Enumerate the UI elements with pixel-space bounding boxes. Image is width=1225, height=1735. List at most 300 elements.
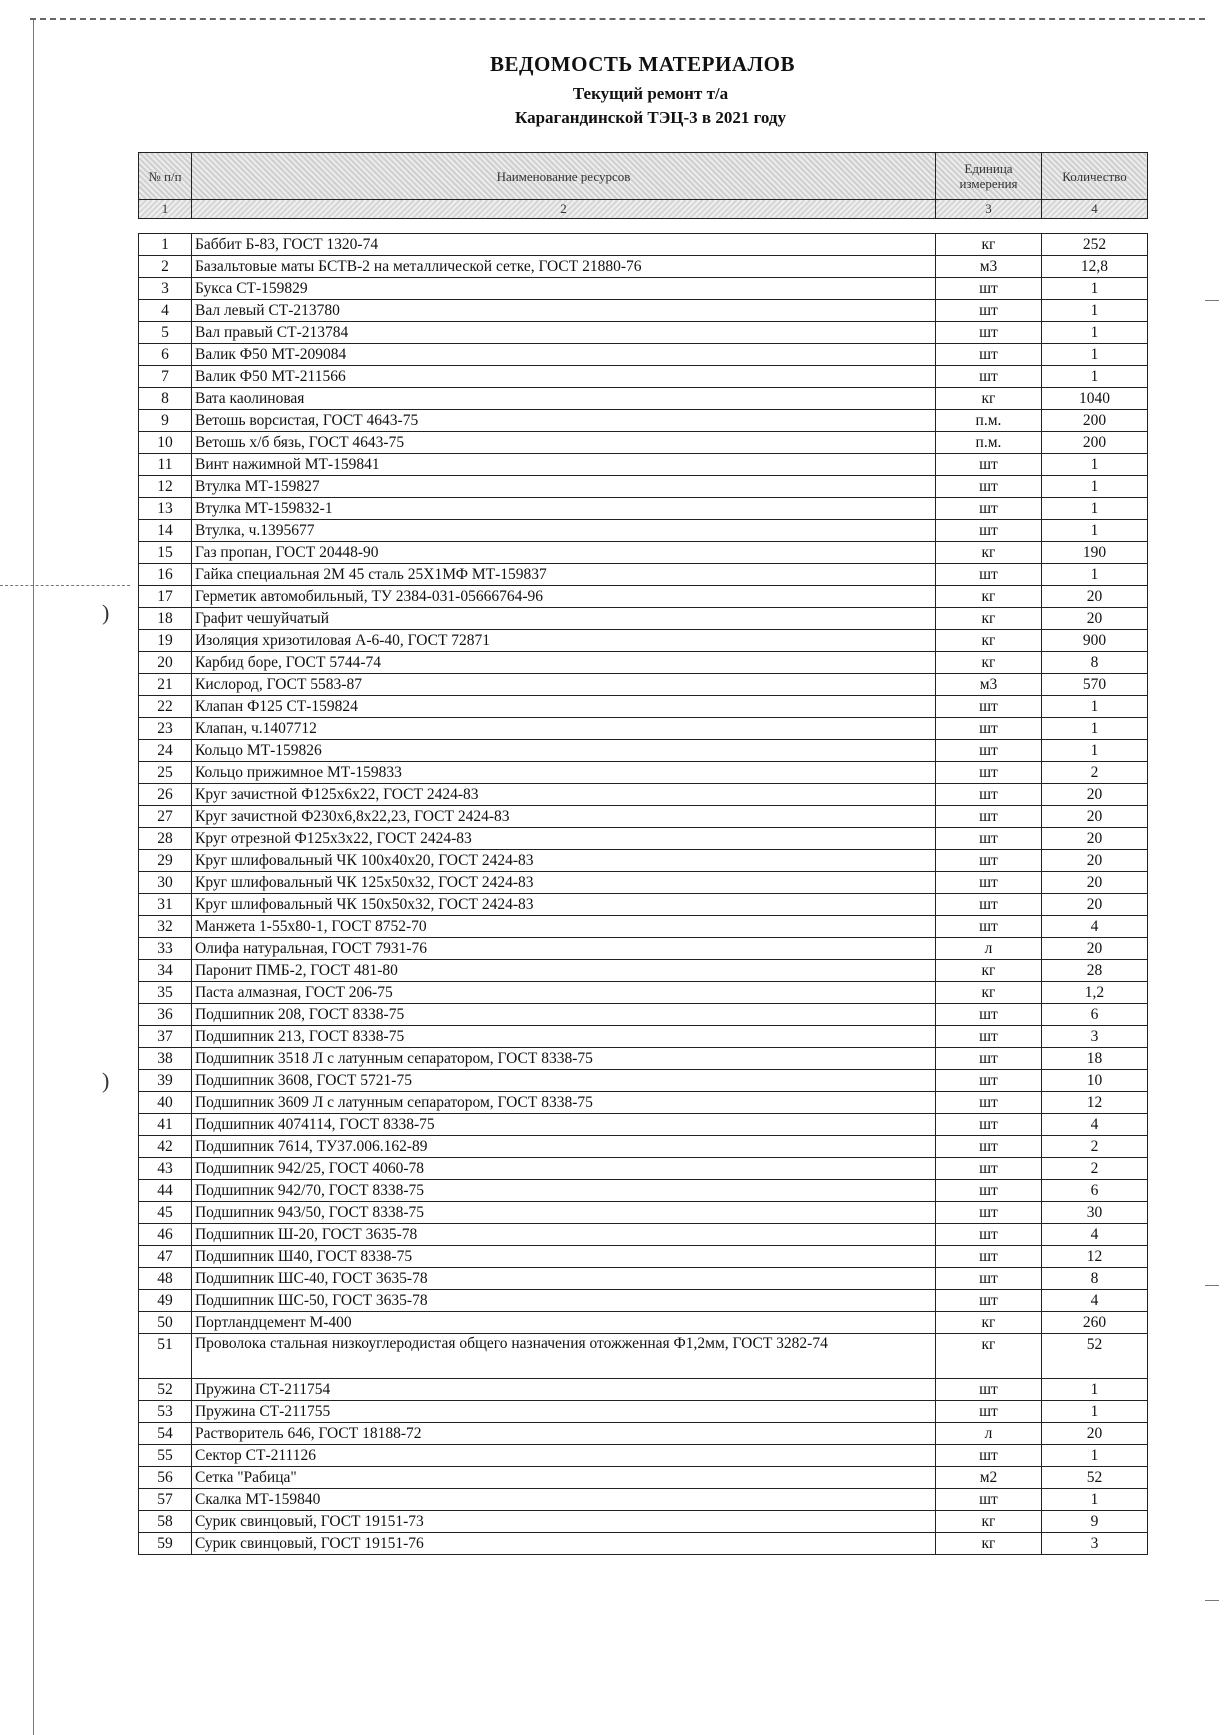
scan-edge-mark	[1205, 300, 1219, 301]
row-number: 53	[139, 1401, 192, 1423]
punch-hole-mark: )	[102, 1068, 110, 1093]
row-unit: шт	[935, 366, 1041, 388]
table-row	[139, 1202, 1148, 1224]
table-row	[139, 388, 1148, 410]
row-unit: шт	[935, 1224, 1041, 1246]
table-row	[139, 872, 1148, 894]
row-number: 32	[139, 916, 192, 938]
row-unit: шт	[935, 916, 1041, 938]
table-row	[139, 476, 1148, 498]
row-unit: кг	[935, 960, 1041, 982]
table-row	[139, 454, 1148, 476]
row-number: 41	[139, 1114, 192, 1136]
row-unit: кг	[935, 652, 1041, 674]
row-unit: шт	[935, 1180, 1041, 1202]
row-number: 51	[139, 1334, 192, 1379]
table-row	[139, 674, 1148, 696]
header-unit: Единица измерения	[935, 153, 1041, 200]
row-name: Вал правый СТ-213784	[191, 322, 935, 344]
row-unit: шт	[935, 1401, 1041, 1423]
row-quantity: 52	[1041, 1334, 1147, 1379]
row-name: Валик Ф50 МТ-209084	[191, 344, 935, 366]
row-name: Винт нажимной МТ-159841	[191, 454, 935, 476]
row-number: 15	[139, 542, 192, 564]
row-quantity: 1040	[1041, 388, 1147, 410]
table-row	[139, 432, 1148, 454]
row-number: 46	[139, 1224, 192, 1246]
materials-table	[138, 152, 1148, 1555]
table-row	[139, 234, 1148, 256]
table-row	[139, 542, 1148, 564]
row-number: 23	[139, 718, 192, 740]
row-quantity: 1	[1041, 1445, 1147, 1467]
row-quantity: 1	[1041, 300, 1147, 322]
row-number: 22	[139, 696, 192, 718]
row-number: 47	[139, 1246, 192, 1268]
table-row	[139, 344, 1148, 366]
table-row	[139, 1334, 1148, 1379]
row-number: 27	[139, 806, 192, 828]
row-unit: шт	[935, 872, 1041, 894]
row-name: Изоляция хризотиловая А-6-40, ГОСТ 72871	[191, 630, 935, 652]
row-number: 13	[139, 498, 192, 520]
table-row	[139, 1533, 1148, 1555]
document-subtitle-line1: Текущий ремонт т/а	[572, 84, 729, 103]
row-name: Ветошь ворсистая, ГОСТ 4643-75	[191, 410, 935, 432]
row-name: Букса СТ-159829	[191, 278, 935, 300]
table-row	[139, 960, 1148, 982]
row-number: 52	[139, 1379, 192, 1401]
table-row	[139, 256, 1148, 278]
table-row	[139, 586, 1148, 608]
row-quantity: 52	[1041, 1467, 1147, 1489]
row-unit: шт	[935, 1268, 1041, 1290]
scan-fold-mark	[0, 585, 130, 586]
row-unit: шт	[935, 476, 1041, 498]
row-unit: кг	[935, 1312, 1041, 1334]
row-unit: шт	[935, 1114, 1041, 1136]
row-name: Подшипник Ш40, ГОСТ 8338-75	[191, 1246, 935, 1268]
row-name: Манжета 1-55х80-1, ГОСТ 8752-70	[191, 916, 935, 938]
table-row	[139, 1136, 1148, 1158]
row-unit: шт	[935, 564, 1041, 586]
row-quantity: 30	[1041, 1202, 1147, 1224]
row-name: Подшипник 3518 Л с латунным сепаратором, ГОСТ 8338-75	[191, 1048, 935, 1070]
row-quantity: 190	[1041, 542, 1147, 564]
table-row	[139, 850, 1148, 872]
row-name: Вал левый СТ-213780	[191, 300, 935, 322]
row-name: Подшипник 942/70, ГОСТ 8338-75	[191, 1180, 935, 1202]
row-quantity: 20	[1041, 806, 1147, 828]
table-row	[139, 1180, 1148, 1202]
table-row	[139, 300, 1148, 322]
row-unit: шт	[935, 344, 1041, 366]
row-number: 11	[139, 454, 192, 476]
row-name: Карбид боре, ГОСТ 5744-74	[191, 652, 935, 674]
row-unit: шт	[935, 1136, 1041, 1158]
table-row	[139, 1224, 1148, 1246]
table-row	[139, 630, 1148, 652]
row-name: Подшипник 3609 Л с латунным сепаратором, ГОСТ 8338-75	[191, 1092, 935, 1114]
row-name: Сурик свинцовый, ГОСТ 19151-76	[191, 1533, 935, 1555]
table-row	[139, 652, 1148, 674]
table-row	[139, 1048, 1148, 1070]
table-row	[139, 1026, 1148, 1048]
row-quantity: 4	[1041, 1290, 1147, 1312]
row-unit: кг	[935, 234, 1041, 256]
row-unit: шт	[935, 1246, 1041, 1268]
scan-top-dashed-edge	[30, 18, 1205, 20]
row-number: 2	[139, 256, 192, 278]
row-name: Подшипник 7614, ТУ37.006.162-89	[191, 1136, 935, 1158]
row-unit: шт	[935, 322, 1041, 344]
table-row	[139, 564, 1148, 586]
row-quantity: 12	[1041, 1092, 1147, 1114]
row-quantity: 18	[1041, 1048, 1147, 1070]
row-unit: шт	[935, 498, 1041, 520]
row-quantity: 9	[1041, 1511, 1147, 1533]
row-quantity: 1	[1041, 454, 1147, 476]
row-name: Сектор СТ-211126	[191, 1445, 935, 1467]
row-unit: шт	[935, 806, 1041, 828]
scan-edge-mark	[1205, 1600, 1219, 1601]
row-quantity: 252	[1041, 234, 1147, 256]
row-name: Паронит ПМБ-2, ГОСТ 481-80	[191, 960, 935, 982]
row-number: 57	[139, 1489, 192, 1511]
row-name: Круг шлифовальный ЧК 150х50х32, ГОСТ 2424-83	[191, 894, 935, 916]
row-quantity: 1,2	[1041, 982, 1147, 1004]
row-number: 44	[139, 1180, 192, 1202]
row-name: Кислород, ГОСТ 5583-87	[191, 674, 935, 696]
row-unit: шт	[935, 1070, 1041, 1092]
table-row	[139, 1114, 1148, 1136]
table-row	[139, 916, 1148, 938]
table-row	[139, 1070, 1148, 1092]
row-unit: шт	[935, 1026, 1041, 1048]
row-quantity: 20	[1041, 828, 1147, 850]
row-quantity: 4	[1041, 1114, 1147, 1136]
row-quantity: 200	[1041, 432, 1147, 454]
row-name: Втулка МТ-159827	[191, 476, 935, 498]
table-row	[139, 828, 1148, 850]
row-unit: кг	[935, 388, 1041, 410]
row-quantity: 3	[1041, 1533, 1147, 1555]
row-name: Сетка "Рабица"	[191, 1467, 935, 1489]
column-index: 1	[139, 200, 192, 219]
row-quantity: 1	[1041, 344, 1147, 366]
row-name: Пружина СТ-211754	[191, 1379, 935, 1401]
row-quantity: 1	[1041, 740, 1147, 762]
row-quantity: 3	[1041, 1026, 1147, 1048]
row-quantity: 1	[1041, 322, 1147, 344]
row-quantity: 260	[1041, 1312, 1147, 1334]
row-name: Герметик автомобильный, ТУ 2384-031-05666764-96	[191, 586, 935, 608]
row-name: Кольцо прижимное МТ-159833	[191, 762, 935, 784]
row-unit: л	[935, 938, 1041, 960]
table-row	[139, 1158, 1148, 1180]
row-quantity: 6	[1041, 1180, 1147, 1202]
row-quantity: 20	[1041, 784, 1147, 806]
row-unit: шт	[935, 520, 1041, 542]
row-name: Круг зачистной Ф125х6х22, ГОСТ 2424-83	[191, 784, 935, 806]
row-quantity: 12	[1041, 1246, 1147, 1268]
row-unit: шт	[935, 740, 1041, 762]
row-number: 5	[139, 322, 192, 344]
table-row	[139, 1312, 1148, 1334]
table-row	[139, 740, 1148, 762]
row-number: 33	[139, 938, 192, 960]
row-unit: шт	[935, 718, 1041, 740]
row-quantity: 2	[1041, 762, 1147, 784]
row-quantity: 570	[1041, 674, 1147, 696]
row-number: 50	[139, 1312, 192, 1334]
table-row	[139, 1511, 1148, 1533]
row-name: Подшипник 942/25, ГОСТ 4060-78	[191, 1158, 935, 1180]
row-number: 3	[139, 278, 192, 300]
table-row	[139, 696, 1148, 718]
row-quantity: 1	[1041, 366, 1147, 388]
row-name: Базальтовые маты БСТВ-2 на металлической сетке, ГОСТ 21880-76	[191, 256, 935, 278]
table-row	[139, 410, 1148, 432]
header-qty: Количество	[1041, 153, 1147, 200]
row-quantity: 1	[1041, 564, 1147, 586]
row-name: Круг шлифовальный ЧК 100х40х20, ГОСТ 2424-83	[191, 850, 935, 872]
table-row	[139, 1401, 1148, 1423]
row-number: 29	[139, 850, 192, 872]
row-unit: кг	[935, 982, 1041, 1004]
row-name: Скалка МТ-159840	[191, 1489, 935, 1511]
row-quantity: 4	[1041, 1224, 1147, 1246]
row-number: 8	[139, 388, 192, 410]
row-quantity: 1	[1041, 1489, 1147, 1511]
table-row	[139, 1268, 1148, 1290]
row-number: 17	[139, 586, 192, 608]
row-number: 48	[139, 1268, 192, 1290]
row-number: 18	[139, 608, 192, 630]
row-number: 43	[139, 1158, 192, 1180]
row-name: Ветошь х/б бязь, ГОСТ 4643-75	[191, 432, 935, 454]
row-unit: кг	[935, 1511, 1041, 1533]
table-row	[139, 1246, 1148, 1268]
table-spacer-row	[139, 219, 1148, 234]
row-quantity: 20	[1041, 850, 1147, 872]
column-index-row	[139, 200, 1148, 219]
row-number: 45	[139, 1202, 192, 1224]
table-row	[139, 1379, 1148, 1401]
table-row	[139, 322, 1148, 344]
row-quantity: 1	[1041, 498, 1147, 520]
row-name: Втулка, ч.1395677	[191, 520, 935, 542]
row-name: Пружина СТ-211755	[191, 1401, 935, 1423]
table-row	[139, 1445, 1148, 1467]
row-number: 25	[139, 762, 192, 784]
row-unit: шт	[935, 1379, 1041, 1401]
row-name: Подшипник ШС-40, ГОСТ 3635-78	[191, 1268, 935, 1290]
table-row	[139, 366, 1148, 388]
row-quantity: 6	[1041, 1004, 1147, 1026]
row-unit: п.м.	[935, 410, 1041, 432]
row-number: 10	[139, 432, 192, 454]
row-name: Втулка МТ-159832-1	[191, 498, 935, 520]
row-number: 16	[139, 564, 192, 586]
table-row	[139, 608, 1148, 630]
row-number: 34	[139, 960, 192, 982]
table-body	[139, 234, 1148, 1555]
row-number: 40	[139, 1092, 192, 1114]
header-num: № п/п	[139, 153, 192, 200]
table-row	[139, 1467, 1148, 1489]
row-unit: шт	[935, 762, 1041, 784]
column-index: 3	[935, 200, 1041, 219]
row-number: 49	[139, 1290, 192, 1312]
row-quantity: 20	[1041, 938, 1147, 960]
table-row	[139, 1489, 1148, 1511]
row-number: 37	[139, 1026, 192, 1048]
row-number: 28	[139, 828, 192, 850]
row-number: 20	[139, 652, 192, 674]
row-quantity: 2	[1041, 1158, 1147, 1180]
scan-left-margin-line	[33, 20, 34, 1735]
row-number: 30	[139, 872, 192, 894]
row-unit: шт	[935, 784, 1041, 806]
row-number: 59	[139, 1533, 192, 1555]
column-index: 4	[1041, 200, 1147, 219]
row-name: Проволока стальная низкоуглеродистая общего назначения отожженная Ф1,2мм, ГОСТ 3282-74	[191, 1334, 935, 1379]
row-name: Подшипник ШС-50, ГОСТ 3635-78	[191, 1290, 935, 1312]
row-name: Подшипник 943/50, ГОСТ 8338-75	[191, 1202, 935, 1224]
row-quantity: 28	[1041, 960, 1147, 982]
row-quantity: 2	[1041, 1136, 1147, 1158]
row-unit: шт	[935, 1048, 1041, 1070]
row-unit: шт	[935, 1445, 1041, 1467]
row-name: Сурик свинцовый, ГОСТ 19151-73	[191, 1511, 935, 1533]
row-unit: шт	[935, 850, 1041, 872]
document-title: ВЕДОМОСТЬ МАТЕРИАЛОВ	[490, 52, 795, 76]
row-number: 38	[139, 1048, 192, 1070]
row-quantity: 1	[1041, 278, 1147, 300]
row-unit: кг	[935, 630, 1041, 652]
row-name: Подшипник 4074114, ГОСТ 8338-75	[191, 1114, 935, 1136]
table-header-row	[139, 153, 1148, 200]
table-row	[139, 1290, 1148, 1312]
row-name: Портландцемент М-400	[191, 1312, 935, 1334]
row-quantity: 1	[1041, 718, 1147, 740]
row-name: Круг зачистной Ф230х6,8х22,23, ГОСТ 2424-83	[191, 806, 935, 828]
table-row	[139, 1092, 1148, 1114]
row-name: Подшипник 208, ГОСТ 8338-75	[191, 1004, 935, 1026]
row-name: Валик Ф50 МТ-211566	[191, 366, 935, 388]
row-name: Круг отрезной Ф125х3х22, ГОСТ 2424-83	[191, 828, 935, 850]
row-number: 36	[139, 1004, 192, 1026]
row-number: 9	[139, 410, 192, 432]
column-index: 2	[191, 200, 935, 219]
row-unit: шт	[935, 1092, 1041, 1114]
row-name: Растворитель 646, ГОСТ 18188-72	[191, 1423, 935, 1445]
row-number: 21	[139, 674, 192, 696]
table-row	[139, 784, 1148, 806]
row-number: 58	[139, 1511, 192, 1533]
row-number: 14	[139, 520, 192, 542]
row-unit: кг	[935, 1533, 1041, 1555]
row-name: Паста алмазная, ГОСТ 206-75	[191, 982, 935, 1004]
row-quantity: 8	[1041, 652, 1147, 674]
table-row	[139, 1423, 1148, 1445]
row-quantity: 900	[1041, 630, 1147, 652]
row-quantity: 20	[1041, 1423, 1147, 1445]
row-unit: п.м.	[935, 432, 1041, 454]
row-name: Баббит Б-83, ГОСТ 1320-74	[191, 234, 935, 256]
row-number: 42	[139, 1136, 192, 1158]
row-number: 55	[139, 1445, 192, 1467]
table-row	[139, 894, 1148, 916]
row-name: Подшипник 213, ГОСТ 8338-75	[191, 1026, 935, 1048]
table-row	[139, 1004, 1148, 1026]
row-quantity: 1	[1041, 1379, 1147, 1401]
scan-edge-mark	[1205, 1285, 1219, 1286]
row-unit: шт	[935, 300, 1041, 322]
header-name: Наименование ресурсов	[191, 153, 935, 200]
row-number: 26	[139, 784, 192, 806]
row-unit: шт	[935, 696, 1041, 718]
row-number: 24	[139, 740, 192, 762]
row-unit: л	[935, 1423, 1041, 1445]
document-subtitle-line2: Карагандинской ТЭЦ-3 в 2021 году	[514, 108, 786, 127]
row-number: 7	[139, 366, 192, 388]
row-unit: м2	[935, 1467, 1041, 1489]
row-number: 1	[139, 234, 192, 256]
table-row	[139, 762, 1148, 784]
row-unit: шт	[935, 894, 1041, 916]
row-unit: кг	[935, 608, 1041, 630]
row-number: 6	[139, 344, 192, 366]
row-name: Подшипник Ш-20, ГОСТ 3635-78	[191, 1224, 935, 1246]
row-unit: шт	[935, 278, 1041, 300]
row-name: Графит чешуйчатый	[191, 608, 935, 630]
row-quantity: 1	[1041, 476, 1147, 498]
row-number: 35	[139, 982, 192, 1004]
row-quantity: 1	[1041, 1401, 1147, 1423]
row-number: 39	[139, 1070, 192, 1092]
row-unit: кг	[935, 586, 1041, 608]
table-row	[139, 938, 1148, 960]
row-number: 31	[139, 894, 192, 916]
row-unit: шт	[935, 1290, 1041, 1312]
table-row	[139, 498, 1148, 520]
row-number: 12	[139, 476, 192, 498]
row-quantity: 1	[1041, 520, 1147, 542]
row-name: Подшипник 3608, ГОСТ 5721-75	[191, 1070, 935, 1092]
row-name: Кольцо МТ-159826	[191, 740, 935, 762]
row-name: Гайка специальная 2М 45 сталь 25Х1МФ МТ-159837	[191, 564, 935, 586]
row-quantity: 8	[1041, 1268, 1147, 1290]
row-unit: м3	[935, 256, 1041, 278]
row-unit: кг	[935, 542, 1041, 564]
row-name: Клапан, ч.1407712	[191, 718, 935, 740]
punch-hole-mark: )	[102, 600, 110, 625]
row-name: Вата каолиновая	[191, 388, 935, 410]
row-name: Олифа натуральная, ГОСТ 7931-76	[191, 938, 935, 960]
table-row	[139, 718, 1148, 740]
row-unit: м3	[935, 674, 1041, 696]
row-number: 4	[139, 300, 192, 322]
row-quantity: 20	[1041, 894, 1147, 916]
row-quantity: 10	[1041, 1070, 1147, 1092]
row-unit: шт	[935, 1202, 1041, 1224]
table-row	[139, 520, 1148, 542]
row-quantity: 20	[1041, 586, 1147, 608]
row-quantity: 20	[1041, 608, 1147, 630]
row-number: 54	[139, 1423, 192, 1445]
